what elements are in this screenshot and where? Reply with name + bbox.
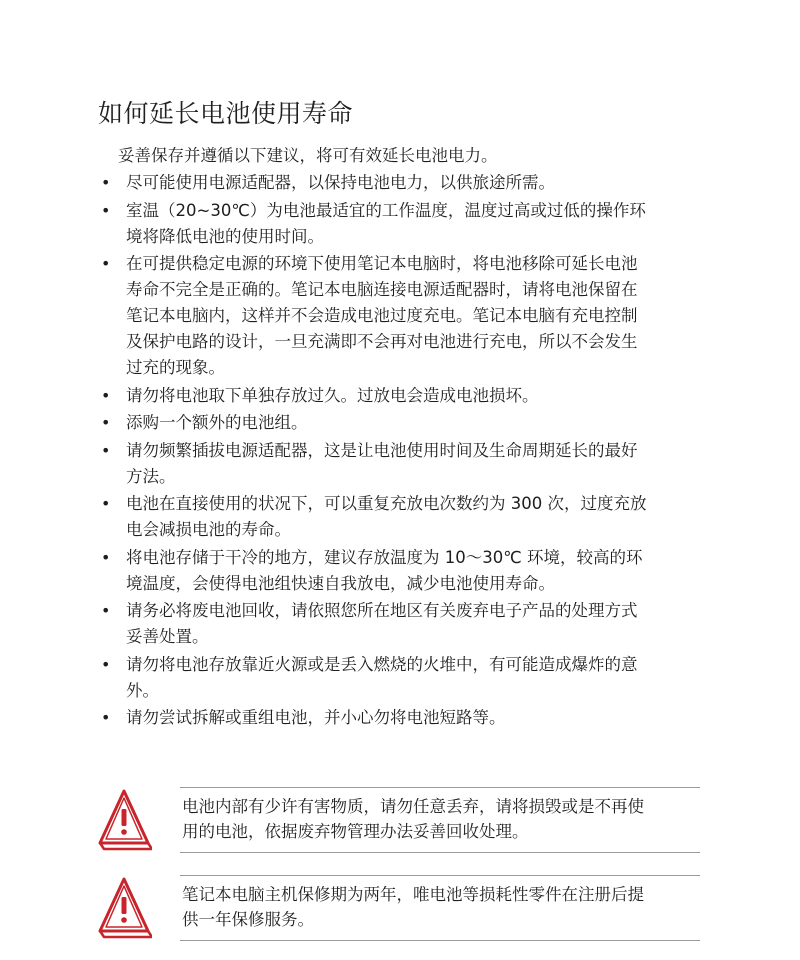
warning-line: 电池内部有少许有害物质，请勿任意丢弃，请将损毁或是不再使 — [182, 797, 644, 816]
bullet-dot: • — [101, 385, 111, 405]
tip-item — [100, 383, 700, 409]
warning-text — [180, 787, 700, 853]
bullet-dot: • — [101, 654, 111, 674]
tip-line: 请勿频繁插拔电源适配器，这是让电池使用时间及生命周期延长的最好 — [126, 440, 638, 460]
warning-note-2 — [96, 875, 700, 951]
warning-line: 用的电池，依据废弃物管理办法妥善回收处理。 — [182, 822, 529, 841]
tip-line: 室温（20~30℃）为电池最适宜的工作温度，温度过高或过低的操作环 — [126, 200, 646, 220]
tip-line: 电池在直接使用的状况下，可以重复充放电次数约为 300 次，过度充放 — [126, 494, 647, 513]
tips-list — [100, 170, 700, 733]
tip-line: 请勿将电池存放靠近火源或是丢入燃烧的火堆中，有可能造成爆炸的意 — [126, 654, 638, 674]
tip-item — [100, 705, 700, 731]
warning-line: 供一年保修服务。 — [182, 910, 314, 929]
tip-line: 尽可能使用电源适配器，以保持电池电力，以供旅途所需。 — [126, 173, 555, 192]
tip-item — [100, 170, 700, 196]
tip-line: 请勿尝试拆解或重组电池，并小心勿将电池短路等。 — [126, 708, 506, 727]
tip-line: 电会减损电池的寿命。 — [126, 520, 291, 539]
tip-line: 境温度，会使得电池组快速自我放电，减少电池使用寿命。 — [126, 573, 555, 593]
bullet-dot: • — [101, 440, 111, 460]
tip-line: 寿命不完全是正确的。笔记本电脑连接电源适配器时，请将电池保留在 — [126, 280, 638, 299]
bullet-dot: • — [101, 254, 111, 273]
tip-line: 及保护电路的设计，一旦充满即不会再对电池进行充电，所以不会发生 — [126, 332, 638, 351]
bullet-dot: • — [101, 708, 111, 727]
intro-text: 妥善保存并遵循以下建议，将可有效延长电池电力。 — [118, 146, 498, 165]
tip-item — [100, 198, 700, 250]
tip-item — [100, 491, 700, 543]
bullet-dot: • — [101, 601, 111, 620]
warning-note-1 — [96, 787, 700, 863]
tip-line: 外。 — [126, 680, 159, 700]
bullet-dot: • — [101, 413, 111, 432]
tip-line: 在可提供稳定电源的环境下使用笔记本电脑时，将电池移除可延长电池 — [126, 254, 638, 273]
tip-line: 请勿将电池取下单独存放过久。过放电会造成电池损坏。 — [126, 385, 539, 405]
tip-line: 境将降低电池的使用时间。 — [126, 226, 324, 246]
warning-triangle-icon — [96, 875, 152, 941]
bullet-dot: • — [101, 547, 111, 567]
tip-item — [100, 545, 700, 597]
tip-line: 妥善处置。 — [126, 627, 209, 646]
tip-line: 请务必将废电池回收，请依照您所在地区有关废弃电子产品的处理方式 — [126, 601, 638, 620]
tip-item — [100, 438, 700, 490]
page-title: 如何延长电池使用寿命 — [98, 99, 354, 128]
tip-line: 过充的现象。 — [126, 358, 225, 377]
tip-line: 将电池存储于干冷的地方，建议存放温度为 10～30℃ 环境，较高的环 — [126, 547, 643, 567]
tip-line: 添购一个额外的电池组。 — [126, 413, 308, 432]
tip-item — [100, 251, 700, 381]
tip-line: 方法。 — [126, 466, 176, 486]
warning-line: 笔记本电脑主机保修期为两年，唯电池等损耗性零件在注册后提 — [182, 885, 644, 904]
bullet-dot: • — [101, 494, 111, 513]
warning-triangle-icon — [96, 787, 152, 853]
bullet-dot: • — [101, 200, 111, 220]
tip-item — [100, 598, 700, 650]
tip-item — [100, 410, 700, 436]
tip-line: 笔记本电脑内，这样并不会造成电池过度充电。笔记本电脑有充电控制 — [126, 306, 638, 325]
warning-text — [180, 875, 700, 941]
bullet-dot: • — [101, 173, 111, 192]
tip-item — [100, 652, 700, 704]
